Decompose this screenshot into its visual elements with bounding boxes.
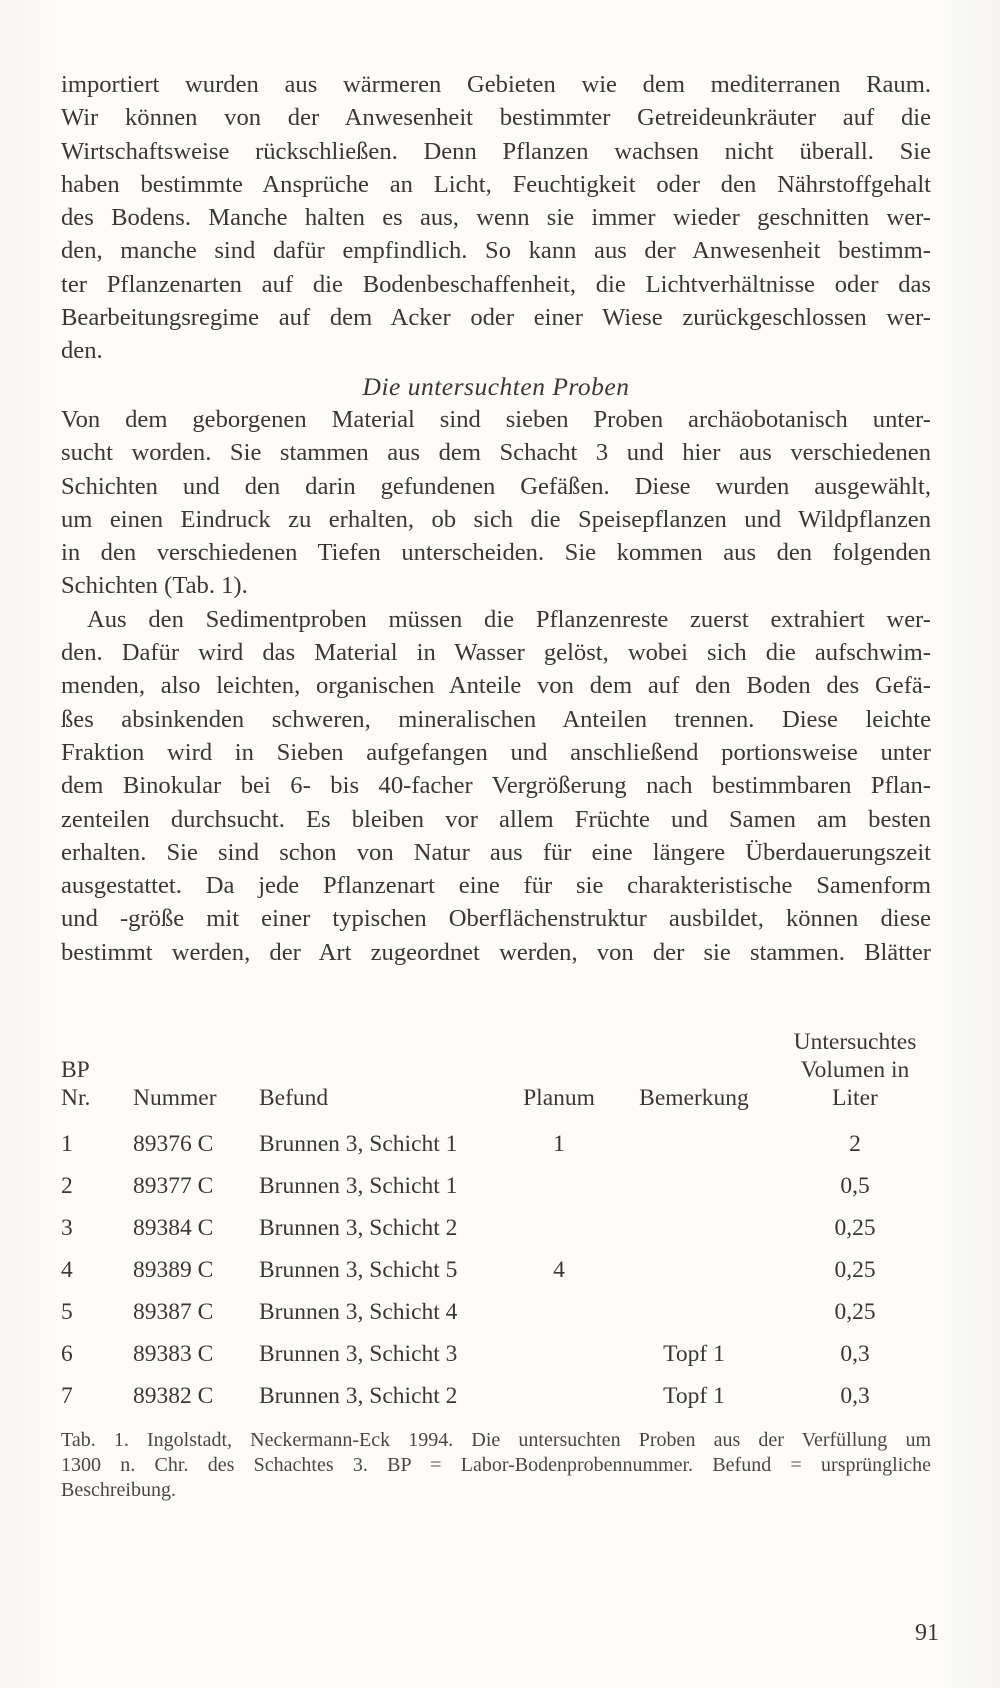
text-line: ter Pflanzenarten auf die Bodenbeschaffenheit, die Lichtverhältnisse oder das — [61, 270, 931, 298]
cell-volumen: 0,25 — [834, 1299, 876, 1325]
cell-bemerkung — [609, 1116, 779, 1158]
cell-bp: 4 — [61, 1257, 73, 1283]
header-volumen-line3: Liter — [832, 1085, 878, 1111]
text-line: erhalten. Sie sind schon von Natur aus für eine längere Überdauerungszeit — [61, 838, 931, 866]
cell-bp: 5 — [61, 1299, 73, 1325]
text-line: importiert wurden aus wärmeren Gebieten wie dem mediterranen Raum. — [61, 71, 931, 98]
text-line: um einen Eindruck zu erhalten, ob sich die Speisepflanzen und Wildpflanzen — [61, 505, 931, 533]
cell-bemerkung: Topf 1 — [663, 1341, 725, 1367]
cell-bp: 2 — [61, 1173, 73, 1199]
text-line: ßes absinkenden schweren, mineralischen Anteilen trennen. Diese leichte — [61, 705, 931, 733]
header-befund: Befund — [259, 1085, 329, 1111]
table-row — [61, 1242, 931, 1284]
header-volumen — [779, 1028, 931, 1116]
cell-planum: 4 — [553, 1257, 565, 1283]
cell-planum — [509, 1284, 609, 1326]
text-line: Von dem geborgenen Material sind sieben Proben archäobotanisch unter- — [61, 405, 931, 433]
cell-befund: Brunnen 3, Schicht 1 — [259, 1131, 458, 1157]
paragraph-1 — [61, 68, 931, 368]
header-bp — [61, 1028, 133, 1116]
text-line: Wir können von der Anwesenheit bestimmter Getreideunkräuter auf die — [61, 104, 931, 132]
body-text — [61, 68, 931, 969]
samples-table — [61, 1028, 931, 1410]
cell-bemerkung: Topf 1 — [663, 1383, 725, 1409]
cell-befund: Brunnen 3, Schicht 5 — [259, 1257, 458, 1283]
cell-bp: 7 — [61, 1383, 73, 1409]
cell-nummer: 89384 C — [133, 1215, 214, 1241]
paragraph-2 — [61, 403, 931, 603]
cell-befund: Brunnen 3, Schicht 3 — [259, 1341, 458, 1367]
text-line: sucht worden. Sie stammen aus dem Schacht 3 und hier aus verschiedenen — [61, 439, 931, 467]
cell-bemerkung — [609, 1242, 779, 1284]
table-caption — [61, 1428, 931, 1503]
text-line: und -größe mit einer typischen Oberflächenstruktur ausbildet, können diese — [61, 905, 931, 933]
caption-line: 1300 n. Chr. des Schachtes 3. BP = Labor-Bodenprobennummer. Befund = ursprüngliche — [61, 1454, 931, 1476]
text-line: den. Dafür wird das Material in Wasser gelöst, wobei sich die aufschwim- — [61, 639, 931, 667]
text-line: Aus den Sedimentproben müssen die Pflanzenreste zuerst extrahiert wer- — [87, 605, 931, 633]
header-volumen-line2: Volumen in — [800, 1057, 910, 1083]
text-line: in den verschiedenen Tiefen unterscheiden. Sie kommen aus den folgenden — [61, 539, 931, 567]
cell-bp: 1 — [61, 1131, 73, 1157]
paragraph-3 — [61, 603, 931, 969]
text-line: ausgestattet. Da jede Pflanzenart eine für sie charakteristische Samenform — [61, 872, 931, 900]
header-bemerkung: Bemerkung — [639, 1085, 749, 1111]
cell-volumen: 0,3 — [840, 1341, 870, 1367]
cell-nummer: 89376 C — [133, 1131, 214, 1157]
text-line: menden, also leichten, organischen Anteile von dem auf den Boden des Gefä- — [61, 672, 931, 700]
text-line: den. — [61, 337, 103, 365]
text-line: Wirtschaftsweise rückschließen. Denn Pflanzen wachsen nicht überall. Sie — [61, 137, 931, 165]
header-nummer: Nummer — [133, 1085, 217, 1111]
table-row — [61, 1326, 931, 1368]
table-row — [61, 1368, 931, 1410]
table-header-row — [61, 1028, 931, 1116]
cell-volumen: 0,25 — [834, 1215, 876, 1241]
section-heading: Die untersuchten Proben — [362, 371, 630, 401]
cell-volumen: 2 — [849, 1131, 861, 1157]
text-line: Schichten (Tab. 1). — [61, 572, 248, 600]
text-line: Bearbeitungsregime auf dem Acker oder einer Wiese zurückgeschlossen wer- — [61, 304, 931, 332]
table-row — [61, 1158, 931, 1200]
text-line: bestimmt werden, der Art zugeordnet werden, von der sie stammen. Blätter — [61, 938, 931, 966]
caption-line: Beschreibung. — [61, 1479, 176, 1501]
text-line: zenteilen durchsucht. Es bleiben vor allem Früchte und Samen am besten — [61, 805, 931, 833]
cell-volumen: 0,5 — [840, 1173, 870, 1199]
cell-bp: 6 — [61, 1341, 73, 1367]
cell-nummer: 89389 C — [133, 1257, 214, 1283]
page-number: 91 — [915, 1620, 939, 1646]
cell-nummer: 89383 C — [133, 1341, 214, 1367]
table-row — [61, 1284, 931, 1326]
cell-bp: 3 — [61, 1215, 73, 1241]
cell-bemerkung — [609, 1158, 779, 1200]
text-line: Schichten und den darin gefundenen Gefäßen. Diese wurden ausgewählt, — [61, 472, 931, 500]
cell-planum — [509, 1200, 609, 1242]
cell-planum — [509, 1326, 609, 1368]
cell-volumen: 0,3 — [840, 1383, 870, 1409]
cell-bemerkung — [609, 1284, 779, 1326]
text-line: dem Binokular bei 6- bis 40-facher Vergrößerung nach bestimmbaren Pflan- — [61, 772, 931, 800]
cell-nummer: 89377 C — [133, 1173, 214, 1199]
text-line: Fraktion wird in Sieben aufgefangen und anschließend portionsweise unter — [61, 738, 931, 766]
caption-line: Tab. 1. Ingolstadt, Neckermann-Eck 1994. Die untersuchten Proben aus der Verfüllung um — [61, 1429, 931, 1451]
cell-bemerkung — [609, 1200, 779, 1242]
text-line: haben bestimmte Ansprüche an Licht, Feuchtigkeit oder den Nährstoffgehalt — [61, 170, 931, 198]
table-row — [61, 1116, 931, 1158]
cell-befund: Brunnen 3, Schicht 2 — [259, 1215, 458, 1241]
header-bp-line1: BP — [61, 1057, 90, 1083]
cell-befund: Brunnen 3, Schicht 4 — [259, 1299, 458, 1325]
cell-planum — [509, 1368, 609, 1410]
cell-nummer: 89387 C — [133, 1299, 214, 1325]
text-line: des Bodens. Manche halten es aus, wenn sie immer wieder geschnitten wer- — [61, 204, 931, 232]
cell-befund: Brunnen 3, Schicht 2 — [259, 1383, 458, 1409]
cell-planum — [509, 1158, 609, 1200]
table-row — [61, 1200, 931, 1242]
text-line: den, manche sind dafür empfindlich. So kann aus der Anwesenheit bestimm- — [61, 237, 931, 265]
header-volumen-line1: Untersuchtes — [793, 1029, 917, 1055]
cell-volumen: 0,25 — [834, 1257, 876, 1283]
cell-planum: 1 — [553, 1131, 565, 1157]
cell-nummer: 89382 C — [133, 1383, 214, 1409]
cell-befund: Brunnen 3, Schicht 1 — [259, 1173, 458, 1199]
header-planum: Planum — [523, 1085, 595, 1111]
header-bp-line2: Nr. — [61, 1085, 91, 1111]
